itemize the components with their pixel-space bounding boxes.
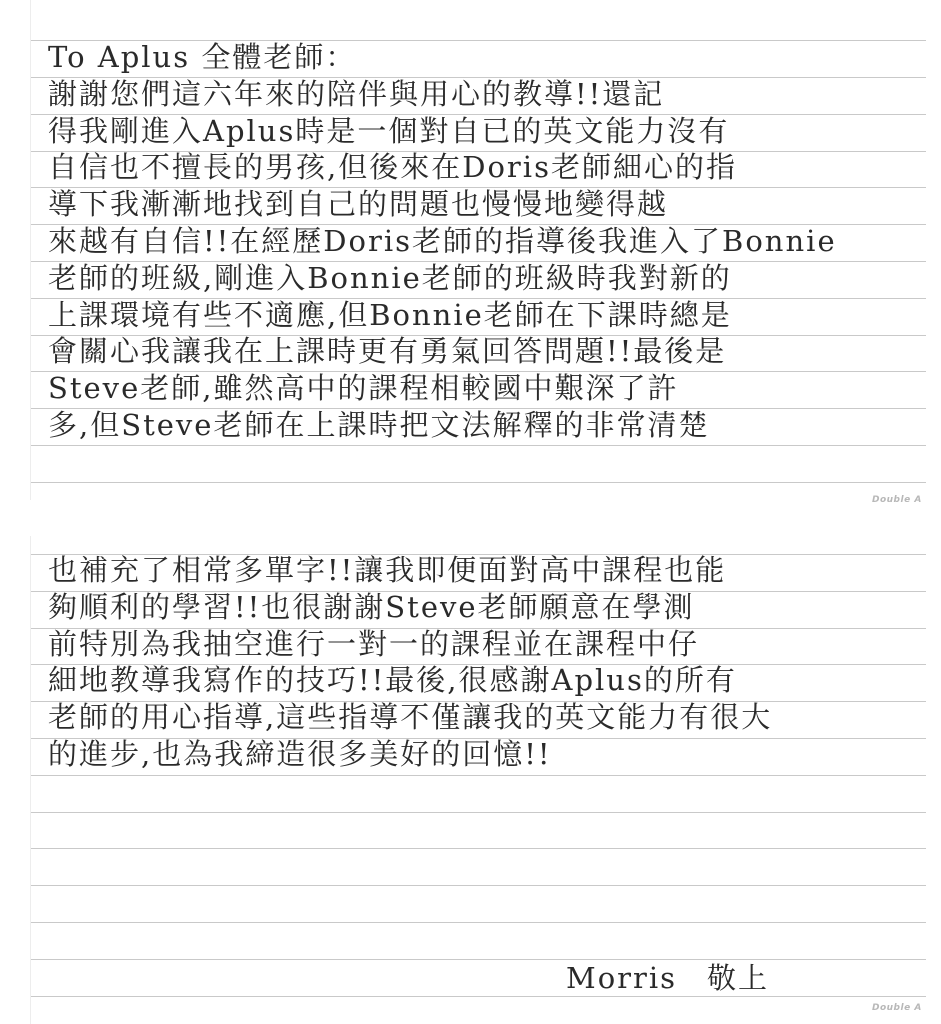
ruled-line — [31, 922, 926, 923]
ruled-line — [31, 445, 926, 446]
ruled-line — [31, 996, 926, 997]
letter-line: 會關心我讓我在上課時更有勇氣回答問題!!最後是 — [48, 334, 727, 369]
letter-line: 得我剛進入Aplus時是一個對自已的英文能力沒有 — [48, 113, 730, 148]
ruled-line — [31, 885, 926, 886]
letter-greeting-line: To Aplus 全體老師： — [48, 40, 357, 74]
letter-line: Steve老師,雖然高中的課程相較國中艱深了許 — [48, 371, 679, 406]
ruled-line — [31, 848, 926, 849]
signature-name: Morris — [566, 961, 678, 995]
letter-line: 的進步,也為我締造很多美好的回憶!! — [48, 736, 552, 771]
ruled-line — [31, 812, 926, 813]
letter-line: 前特別為我抽空進行一對一的課程並在課程中仔 — [48, 626, 700, 661]
letter-line: 多,但Steve老師在上課時把文法解釋的非常清楚 — [48, 407, 710, 442]
letter-line: 也補充了相常多單字!!讓我即便面對高中課程也能 — [48, 553, 727, 587]
letter-line: 來越有自信!!在經歷Doris老師的指導後我進入了Bonnie — [48, 223, 837, 258]
ruled-line — [31, 775, 926, 776]
letter-line: 夠順利的學習!!也很謝謝Steve老師願意在學測 — [48, 589, 695, 624]
letter-paragraph-1 — [48, 39, 837, 444]
letter-paragraph-2 — [48, 552, 772, 773]
ruled-line — [31, 959, 926, 960]
letter-line: 老師的班級,剛進入Bonnie老師的班級時我對新的 — [48, 260, 732, 295]
paper-brand-mark: Double A — [872, 1003, 922, 1013]
letter-line: 老師的用心指導,這些指導不僅讓我的英文能力有很大 — [48, 700, 773, 735]
paper-brand-mark: Double A — [872, 495, 922, 505]
signature-closing: 敬上 — [707, 961, 770, 995]
letter-line: 細地教導我寫作的技巧!!最後,很感謝Aplus的所有 — [48, 663, 737, 698]
letter-line: 導下我漸漸地找到自己的問題也慢慢地變得越 — [48, 187, 669, 222]
letter-line: 謝謝您們這六年來的陪伴與用心的教導!!還記 — [48, 76, 665, 111]
ruled-line — [31, 482, 926, 483]
letter-line: 上課環境有些不適應,但Bonnie老師在下課時總是 — [48, 297, 732, 332]
letter-line: 自信也不擅長的男孩,但後來在Doris老師細心的指 — [48, 150, 737, 185]
signature — [566, 956, 769, 997]
